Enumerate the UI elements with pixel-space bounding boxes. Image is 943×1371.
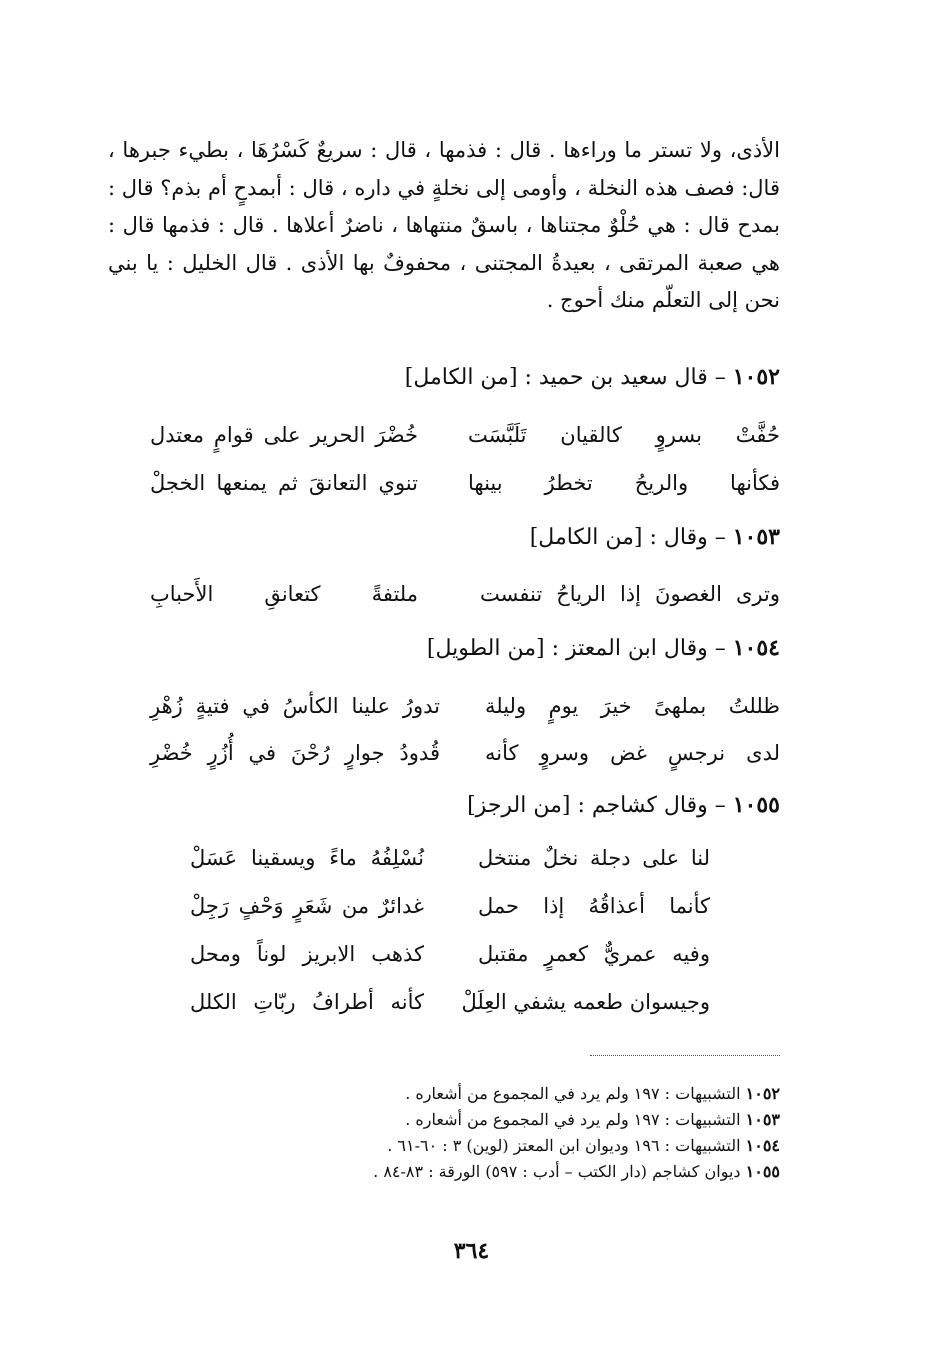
verse-second-hemistich: خُضْرَ الحرير على قوامٍ معتدل: [150, 423, 418, 447]
footnote-number: ١٠٥٤: [745, 1136, 780, 1155]
footnote: [387, 1134, 780, 1158]
footnote-text: التشبيهات : ١٩٦ وديوان ابن المعتز (لوين) ٣ : ٦٠-٦١ .: [387, 1136, 741, 1155]
verse-first-hemistich: فكأنها والريحُ تخطرُ بينها: [468, 471, 780, 495]
verse-first-hemistich: لنا على دجلة نخلٌ منتخل: [478, 846, 710, 870]
footnote-text: التشبيهات : ١٩٧ ولم يرد في المجموع من أشعاره .: [405, 1110, 741, 1129]
verse-first-hemistich: ظللتُ بملهىً خيرَ يومٍ وليلة: [485, 694, 780, 718]
verse-line: [150, 463, 780, 503]
verse-line: [190, 886, 710, 926]
entry-heading: [467, 790, 780, 821]
verse-first-hemistich: وترى الغصونَ إذا الرياحُ تنفست: [480, 582, 780, 606]
verse-line: [150, 686, 780, 726]
entry-title: – قال سعيد بن حميد : [من الكامل]: [404, 365, 726, 390]
prose-paragraph: [108, 132, 780, 320]
footnote-number: ١٠٥٢: [745, 1084, 780, 1103]
footnote: [405, 1108, 780, 1132]
entry-heading: [427, 633, 780, 664]
footnote-number: ١٠٥٥: [745, 1162, 780, 1181]
verse-second-hemistich: قُدودُ جوارٍ رُحْنَ في أُزُرٍ خُضْرِ: [150, 741, 440, 765]
verse-second-hemistich: ملتفةً كتعانقِ الأَحبابِ: [150, 582, 418, 606]
verse-second-hemistich: كأنه أطرافُ ربّاتِ الكلل: [190, 990, 424, 1014]
prose-text: الأذى، ولا تستر ما وراءها . قال : فذمها ، قال : سريعٌ كَسْرُهَا ، بطيء جبرها ، قال: فصف هذه النخلة ، وأومى إلى نخلةٍ في داره ، قال : أبمدحٍ أم بذم؟ قال : بمدح قال : هي حُلْوٌ مجتناها ، باسقٌ منتهاها ، ناضرٌ أعلاها . قال : فذمها قال : هي صعبة المرتقى ، بعيدةُ المجتنى ، محفوفٌ بها الأذى . قال الخليل : يا بني نحن إلى التعلّم منك أحوج .: [108, 138, 780, 312]
entry-number: ١٠٥٣: [732, 524, 780, 550]
entry-title: – وقال ابن المعتز : [من الطويل]: [426, 636, 726, 661]
footnote-number: ١٠٥٣: [745, 1110, 780, 1129]
verse-second-hemistich: كذهب الابريز لوناً ومحل: [190, 942, 424, 966]
verse-second-hemistich: نُسْلِفُهُ ماءً ويسقينا عَسَلْ: [190, 846, 424, 870]
entry-heading: [530, 522, 780, 553]
verse-first-hemistich: حُفَّتْ بسروٍ كالقيان تَلَبَّسَت: [468, 423, 780, 447]
footnote-text: ديوان كشاجم (دار الكتب – أدب : ٥٩٧) الورقة : ٨٣-٨٤ .: [373, 1162, 741, 1181]
verse-first-hemistich: كأنما أعذاقُهُ إذا حمل: [478, 894, 710, 918]
entry-title: – وقال : [من الكامل]: [529, 525, 726, 550]
footnote: [373, 1160, 780, 1184]
footnote-divider: [590, 1055, 780, 1056]
page-number: ٣٦٤: [453, 1238, 490, 1264]
verse-first-hemistich: وفيه عمريٌّ كعمرٍ مقتبل: [478, 942, 710, 966]
verse-first-hemistich: لدى نرجسٍ غض وسروٍ كأنه: [485, 741, 780, 765]
verse-line: [190, 934, 710, 974]
entry-number: ١٠٥٤: [732, 635, 780, 661]
verse-second-hemistich: تنوي التعانقَ ثم يمنعها الخجلْ: [150, 471, 418, 495]
verse-line: [150, 415, 780, 455]
verse-line: [190, 982, 710, 1022]
verse-line: [150, 574, 780, 614]
entry-number: ١٠٥٥: [732, 792, 780, 818]
verse-first-hemistich: وجيسوان طعمه يشفي العِلَلْ: [461, 990, 710, 1014]
entry-title: – وقال كشاجم : [من الرجز]: [467, 793, 726, 818]
verse-second-hemistich: غدائرٌ من شَعَرٍ وَحْفٍ رَجِلْ: [190, 894, 424, 918]
footnote-text: التشبيهات : ١٩٧ ولم يرد في المجموع من أشعاره .: [405, 1084, 741, 1103]
entry-heading: [405, 362, 780, 393]
footnote: [405, 1082, 780, 1106]
verse-line: [190, 838, 710, 878]
entry-number: ١٠٥٢: [732, 364, 780, 390]
verse-second-hemistich: تدورُ علينا الكأسُ في فتيةٍ زُهْرِ: [150, 694, 440, 718]
verse-line: [150, 733, 780, 773]
